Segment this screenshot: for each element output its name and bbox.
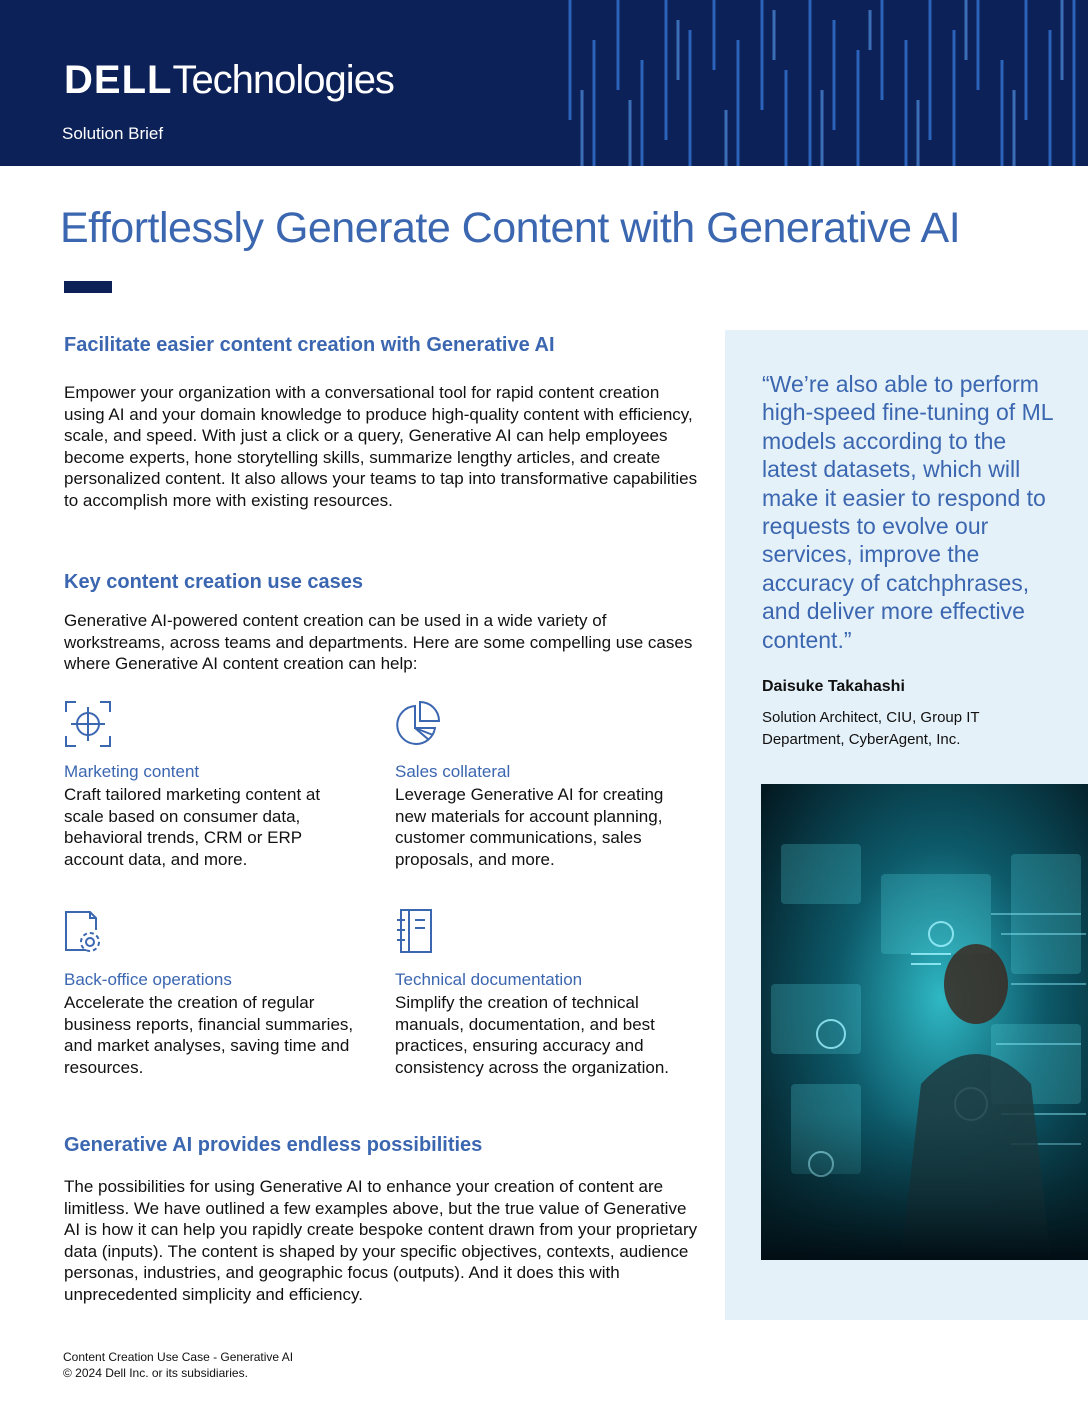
header-banner	[0, 0, 1088, 166]
use-case-back-office	[64, 908, 364, 1077]
title-accent-rule	[64, 281, 112, 293]
quote-sidebar	[725, 330, 1088, 1320]
header-pattern	[560, 0, 1088, 166]
customer-quote: “We’re also able to perform high-speed fine-tuning of ML models according to the latest datasets, which will make it easier to respond to requests to evolve our services, improve the accuracy of catchphrases, and deliver more effective content.”	[762, 371, 1053, 653]
footer-doc-name: Content Creation Use Case - Generative AI	[63, 1350, 294, 1364]
use-case-title: Back-office operations	[64, 970, 232, 989]
use-case-title: Marketing content	[64, 762, 200, 781]
quote-author-role: Solution Architect, CIU, Group IT Department, CyberAgent, Inc.	[762, 709, 980, 748]
intro-heading: Facilitate easier content creation with Generative AI	[64, 334, 555, 356]
pie-chart-icon	[395, 700, 443, 748]
target-icon	[64, 700, 112, 748]
logo-technologies: Technologies	[172, 58, 394, 102]
intro-body: Empower your organization with a conversational tool for rapid content creation using AI and your domain knowledge to produce high-quality content with efficiency, scale, and speed. With just a click or a query, Generative AI can help employees become experts, hone storytelling skills, summarize lengthy articles, and create personalized content. It also allows your teams to tap into transformative capabilities to accomplish more with existing resources.	[64, 383, 698, 510]
ai-interface-photo	[761, 784, 1088, 1260]
page-title: Effortlessly Generate Content with Generative AI	[60, 204, 961, 252]
logo-dell: DELL	[64, 58, 173, 102]
possibilities-body: The possibilities for using Generative AI to enhance your creation of content are limitless. We have outlined a few examples above, but the true value of Generative AI is how it can help you rapidly create bespoke content drawn from your proprietary data (inputs). The content is shaped by your specific objectives, contexts, audience personas, industries, and geographic focus (outputs). And it does this with unprecedented simplicity and efficiency.	[64, 1177, 698, 1304]
dell-technologies-logo	[64, 58, 394, 102]
use-case-technical-docs	[395, 908, 695, 1077]
footer-copyright: © 2024 Dell Inc. or its subsidiaries.	[63, 1366, 248, 1380]
use-case-title: Technical documentation	[395, 970, 583, 989]
use-case-description: Simplify the creation of technical manuals, documentation, and best practices, ensuring accuracy and consistency across the organization.	[395, 993, 670, 1077]
quote-author: Daisuke Takahashi	[762, 678, 905, 695]
page-footer	[63, 1349, 293, 1381]
possibilities-heading: Generative AI provides endless possibilities	[64, 1134, 483, 1156]
use-case-description: Craft tailored marketing content at scale based on consumer data, behavioral trends, CRM or ERP account data, and more.	[64, 785, 321, 869]
document-type: Solution Brief	[62, 124, 164, 143]
use-case-marketing	[64, 700, 364, 869]
use-case-title: Sales collateral	[395, 762, 511, 781]
use-case-description: Accelerate the creation of regular business reports, financial summaries, and market analyses, saving time and resources.	[64, 993, 354, 1077]
use-case-description: Leverage Generative AI for creating new materials for account planning, customer communications, sales proposals, and more.	[395, 785, 664, 869]
document-gear-icon	[64, 908, 112, 956]
use-cases-intro: Generative AI-powered content creation can be used in a wide variety of workstreams, across teams and departments. Here are some compelling use cases where Generative AI content creation can help:	[64, 611, 693, 673]
use-cases-heading: Key content creation use cases	[64, 571, 364, 593]
notebook-icon	[395, 908, 443, 956]
use-case-sales	[395, 700, 695, 869]
